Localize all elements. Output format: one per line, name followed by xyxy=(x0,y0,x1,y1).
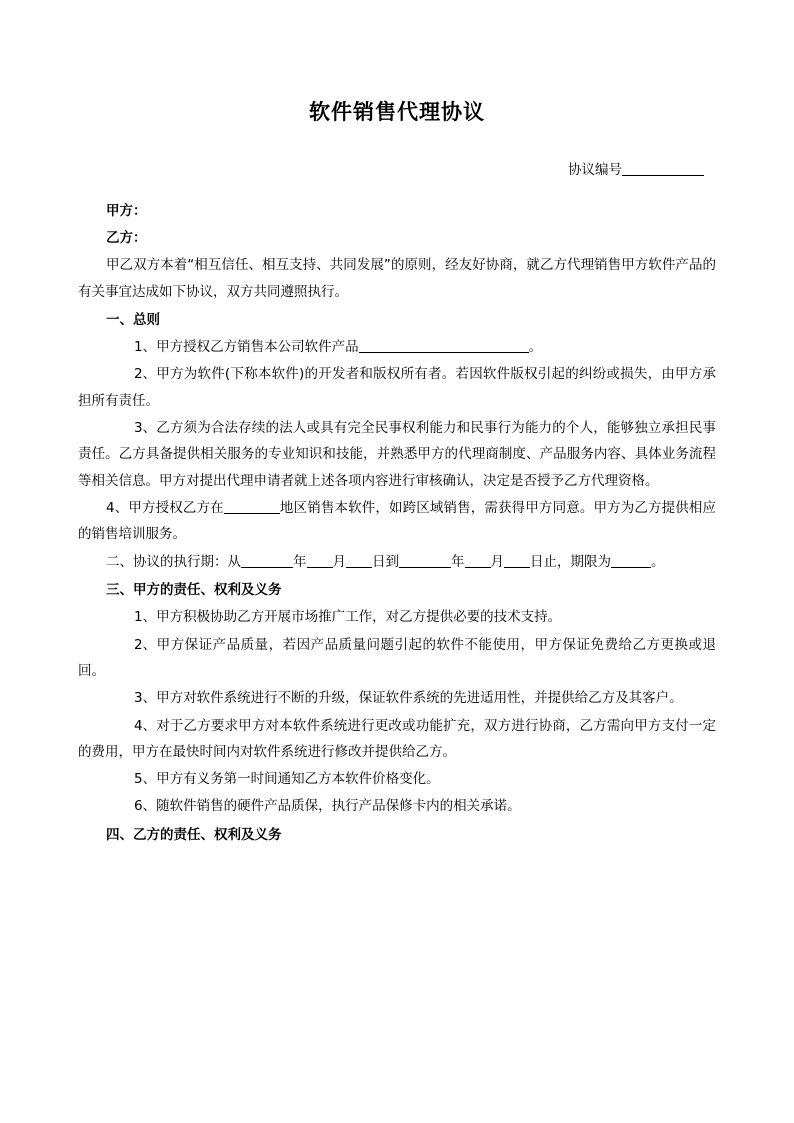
fill-blank-year-end xyxy=(399,553,451,568)
clause-number: 4、 xyxy=(134,717,157,734)
clause-text-after: 。 xyxy=(528,339,543,356)
clause-3-2 xyxy=(78,632,716,685)
clause-number: 3、 xyxy=(134,690,157,707)
term-text-4: 日到 xyxy=(372,553,399,570)
fill-blank-month-end xyxy=(465,553,491,568)
clause-3-6 xyxy=(78,793,716,819)
clause-text: 甲方对软件系统进行不断的升级，保证软件系统的先进适用性，并提供给乙方及其客户。 xyxy=(156,690,683,707)
fill-blank-month-start xyxy=(307,553,333,568)
clause-number: 1、 xyxy=(134,609,157,626)
party-b-label: 乙方： xyxy=(106,229,147,246)
term-text-7: 日止，期限为 xyxy=(530,553,611,570)
clause-text: 对于乙方要求甲方对本软件系统进行更改或功能扩充，双方进行协商，乙方需向甲方支付一定的费用，甲方在最快时间内对软件系统进行修改并提供给乙方。 xyxy=(78,717,716,760)
contract-number-blank xyxy=(622,161,704,176)
fill-blank xyxy=(224,499,280,514)
clause-3-3 xyxy=(78,685,716,711)
fill-blank-year-start xyxy=(241,553,293,568)
clause-3-5 xyxy=(78,766,716,792)
contract-number-line xyxy=(78,160,704,182)
section-heading-1: 一、总则 xyxy=(106,311,160,328)
clause-number: 1、 xyxy=(134,339,157,356)
preamble-paragraph: 甲乙双方本着“相互信任、相互支持、共同发展”的原则，经友好协商，就乙方代理销售甲方软件产品的有关事宜达成如下协议，双方共同遵照执行。 xyxy=(78,257,716,300)
fill-blank xyxy=(359,338,529,353)
clause-number: 2、 xyxy=(134,366,157,383)
clause-3-1 xyxy=(78,604,716,630)
clause-text: 甲方有义务第一时间通知乙方本软件价格变化。 xyxy=(156,771,440,788)
clause-1-3 xyxy=(78,415,716,494)
clause-number: 6、 xyxy=(134,798,157,815)
clause-1-1 xyxy=(78,334,716,360)
clause-3-4 xyxy=(78,713,716,766)
fill-blank-day-start xyxy=(346,553,372,568)
clause-text: 甲方保证产品质量，若因产品质量问题引起的软件不能使用，甲方保证免费给乙方更换或退回。 xyxy=(78,636,716,679)
clause-number: 2、 xyxy=(134,636,157,653)
section-heading-2: 二、协议的执行期 xyxy=(106,553,214,570)
contract-number-label: 协议编号 xyxy=(568,162,622,178)
section-heading-4: 四、乙方的责任、权利及义务 xyxy=(106,826,282,843)
clause-text: 甲方积极协助乙方开展市场推广工作，对乙方提供必要的技术支持。 xyxy=(156,609,562,626)
clause-text: 随软件销售的硬件产品质保，执行产品保修卡内的相关承诺。 xyxy=(156,798,521,815)
party-a-label: 甲方： xyxy=(106,202,147,219)
term-text-1: ：从 xyxy=(214,553,241,570)
section-heading-3: 三、甲方的责任、权利及义务 xyxy=(106,581,282,598)
term-text-6: 月 xyxy=(490,553,504,570)
clause-text-after: 地区销售本软件，如跨区域销售，需获得甲方同意。甲方为乙方提供相应的销售培训服务。 xyxy=(78,500,717,543)
clause-text: 甲方为软件(下称本软件)的开发者和版权所有者。若因软件版权引起的纠纷或损失，由甲方承担所有责任。 xyxy=(78,366,716,409)
clause-text: 甲方授权乙方在 xyxy=(128,500,224,517)
clause-text: 甲方授权乙方销售本公司软件产品 xyxy=(156,339,359,356)
clause-number: 5、 xyxy=(134,771,157,788)
term-text-5: 年 xyxy=(451,553,465,570)
clause-1-2 xyxy=(78,361,716,414)
page-title: 软件销售代理协议 xyxy=(309,99,485,124)
term-text-2: 年 xyxy=(293,553,307,570)
term-text-3: 月 xyxy=(332,553,346,570)
clause-number: 3、 xyxy=(134,420,157,437)
clause-text: 乙方须为合法存续的法人或具有完全民事权利能力和民事行为能力的个人，能够独立承担民事责任。乙方具备提供相关服务的专业知识和技能，并熟悉甲方的代理商制度、产品服务内容、具体业务流程等相关信息。甲方对提出代理申请者就上述各项内容进行审核确认，决定是否授予乙方代理资格。 xyxy=(78,420,716,489)
fill-blank-day-end xyxy=(504,553,530,568)
term-text-8: 。 xyxy=(651,553,665,570)
term-section xyxy=(78,549,716,575)
fill-blank-duration xyxy=(611,553,651,568)
clause-1-4 xyxy=(78,495,716,548)
clause-number: 4、 xyxy=(106,500,129,517)
